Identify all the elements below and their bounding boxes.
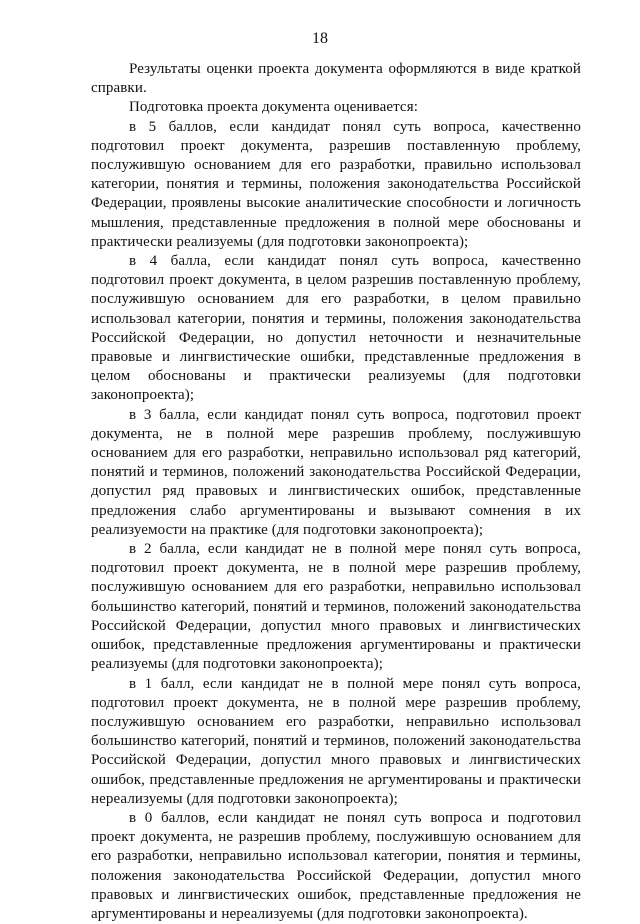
paragraph-score-4: в 4 балла, если кандидат понял суть вопроса, качественно подготовил проект документа, в целом разрешив поставленную проблему, послужившую основанием для его разработки, в целом правильно использовал категории, понятия и термины, положения законодательства Российской Федерации, но допустил неточности и незначительные правовые и лингвистические ошибки, представленные предложения в целом обоснованы и практически реализуемы (для подготовки законопроекта); — [91, 253, 581, 404]
paragraph-score-0: в 0 баллов, если кандидат не понял суть вопроса и подготовил проект документа, не разрешив проблему, послужившую основанием для его разработки, неправильно использовал категории, понятия и термины, положения законодательства Российской Федерации, допустил много правовых и лингвистических ошибок, представленные предложения не аргументированы и нереализуемы (для подготовки законопроекта). — [91, 809, 581, 922]
paragraph-score-2: в 2 балла, если кандидат не в полной мере понял суть вопроса, подготовил проект документа, не в полной мере разрешив проблему, послужившую основанием для его разработки, неправильно использовал большинство категорий, понятий и терминов, положений законодательства Российской Федерации, допустил много правовых и лингвистических ошибок, представленные предложения аргументированы и практически реализуемы (для подготовки законопроекта); — [91, 541, 581, 673]
paragraph-summary-format: Результаты оценки проекта документа оформляются в виде краткой справки. — [91, 61, 581, 97]
paragraph-score-3: в 3 балла, если кандидат понял суть вопроса, подготовил проект документа, не в полной мере разрешив проблему, послужившую основанием для его разработки, неправильно использовал ряд категорий, понятий и терминов, положений законодательства Российской Федерации, допустил ряд правовых и лингвистических ошибок, представленные предложения слабо аргументированы и вызывают сомнения в их реализуемости на практике (для подготовки законопроекта); — [91, 406, 581, 538]
paragraph-score-1: в 1 балл, если кандидат не в полной мере понял суть вопроса, подготовил проект документа, не в полной мере разрешив проблему, послужившую основанием его разработки, неправильно использовал большинство категорий, понятий и терминов, положений законодательства Российской Федерации, допустил много правовых и лингвистических ошибок, представленные предложения не аргументированы и практически нереализуемы (для подготовки законопроекта); — [91, 675, 581, 807]
paragraph-score-5: в 5 баллов, если кандидат понял суть вопроса, качественно подготовил проект документа, разрешив поставленную проблему, послужившую основанием для его разработки, правильно использовал категории, понятия и термины, положения законодательства Российской Федерации, проявлены высокие аналитические способности и логичность мышления, представленные предложения в полной мере обоснованы и практически реализуемы (для подготовки законопроекта); — [91, 118, 581, 250]
paragraph-assessment-intro: Подготовка проекта документа оценивается: — [129, 99, 418, 116]
page-number: 18 — [312, 30, 328, 47]
document-body — [91, 60, 581, 924]
